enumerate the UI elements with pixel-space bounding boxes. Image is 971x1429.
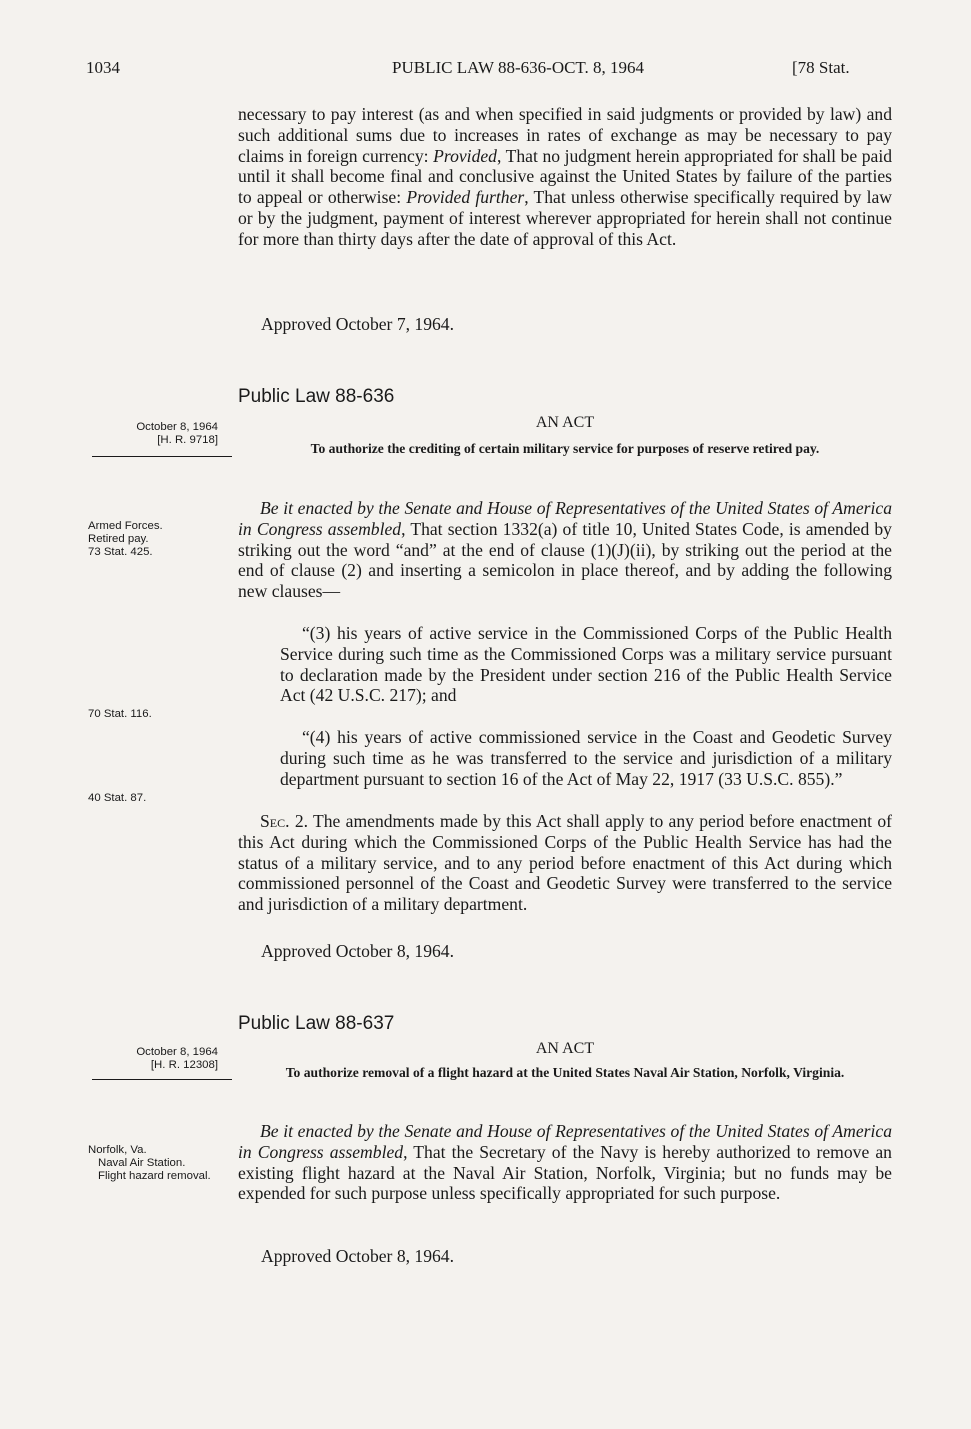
law-636-approved: Approved October 8, 1964.: [261, 941, 454, 961]
law-636-margin-topic: [88, 520, 230, 559]
continuation-paragraph: [238, 104, 892, 250]
law-637-enacting-clause: [238, 1121, 892, 1204]
law-637-bill: [H. R. 12308]: [150, 1059, 218, 1071]
law-636-purpose: To authorize the crediting of certain military service for purposes of reserve retired pay.: [310, 441, 820, 456]
continuation-text-b: , That no judgment herein appropriated for shall be paid until it shall become final and conclusive against the United States by failure of the parties to appeal or otherwise:: [238, 145, 893, 208]
sec-2-text: The amendments made by this Act shall apply to any period before enactment of this Act during which the Commissioned Corps of the Public Health Service has had the status of a military service, and to any period before enactment of this Act during which commissioned personnel of the Coast and Geodetic Survey were transferred to the service and jurisdiction of a military department.: [238, 811, 892, 915]
law-636-enacting-italic: Be it enacted by the Senate and House of Representatives of the United States of America in Congress assembled: [238, 498, 892, 539]
law-636-bill: [H. R. 9718]: [157, 434, 218, 446]
law-637-enacting-rest: , That the Secretary of the Navy is hereby authorized to remove an existing flight hazard at the Naval Air Station, Norfolk, Virginia; but no funds may be expended for such purpose unless specifically appropriated for such purpose.: [238, 1141, 892, 1204]
law-637-title: Public Law 88-637: [238, 1013, 395, 1034]
running-header: [0, 58, 971, 82]
margin-naval-air-station: Naval Air Station.: [98, 1157, 186, 1169]
approved-line-prev: Approved October 7, 1964.: [261, 314, 454, 334]
margin-norfolk: Norfolk, Va.: [88, 1144, 147, 1156]
law-636-sec-2: [238, 811, 892, 915]
law-637-margin-date: [88, 1046, 218, 1072]
law-637-an-act: AN ACT: [535, 1040, 595, 1057]
law-636-margin-rule: [92, 456, 232, 457]
law-637-purpose: To authorize removal of a flight hazard at the United States Naval Air Station, Norfolk, Virginia.: [285, 1065, 845, 1080]
law-636-enacting-clause: [238, 498, 892, 602]
continuation-text-a: necessary to pay interest (as and when specified in said judgments or provided by law) and such additional sums due to increases in rates of exchange as may be necessary to pay claims in foreign currency:: [238, 104, 892, 166]
margin-40-stat: 40 Stat. 87.: [88, 792, 147, 804]
law-636-title: Public Law 88-636: [238, 386, 395, 407]
margin-73-stat: 73 Stat. 425.: [88, 546, 153, 558]
law-637-date: October 8, 1964: [136, 1046, 218, 1058]
continuation-text-c: , That unless otherwise specifically required by law or by the judgment, payment of interest wherever appropriated for herein shall not continue for more than thirty days after the date of approval of this Act.: [238, 187, 892, 249]
sec-2-label: Sec. 2.: [260, 811, 309, 831]
margin-retired-pay: Retired pay.: [88, 533, 149, 545]
law-637-enacting-italic: Be it enacted by the Senate and House of Representatives of the United States of America in Congress assembled: [238, 1121, 892, 1162]
margin-flight-hazard: Flight hazard removal.: [98, 1170, 211, 1182]
law-636-date: October 8, 1964: [136, 421, 218, 433]
clause-4: [280, 727, 892, 789]
law-637-margin-topic: [88, 1144, 230, 1183]
header-stat-ref: [78 Stat.: [792, 58, 850, 77]
margin-armed-forces: Armed Forces.: [88, 520, 163, 532]
clause-3: [280, 623, 892, 706]
margin-70-stat: 70 Stat. 116.: [88, 708, 152, 720]
law-636-enacting-rest: , That section 1332(a) of title 10, United States Code, is amended by striking out the word “and” at the end of clause (1)(J)(ii), by striking out the period at the end of clause (2) and inserting a semicolon in place thereof, and by adding the following new clauses—: [238, 518, 892, 602]
law-637-margin-rule: [92, 1079, 232, 1080]
law-637-approved: Approved October 8, 1964.: [261, 1246, 454, 1266]
clause-4-text: “(4) his years of active commissioned service in the Coast and Geodetic Survey during such time as he was transferred to the service and jurisdiction of a military department pursuant to section 16 of the Act of May 22, 1917 (33 U.S.C. 855).”: [280, 727, 892, 789]
provided-further-keyword: Provided further: [406, 187, 525, 208]
clause-3-text: “(3) his years of active service in the Commissioned Corps of the Public Health Service during such time as the Commissioned Corps was a military service pursuant to declaration made by the President under section 216 of the Public Health Service Act (42 U.S.C. 217); and: [280, 623, 892, 706]
law-636-margin-date: [88, 421, 218, 447]
law-636-an-act: AN ACT: [535, 414, 595, 431]
provided-keyword: Provided: [433, 145, 497, 166]
page-number: 1034: [86, 58, 120, 77]
header-title: PUBLIC LAW 88-636-OCT. 8, 1964: [392, 58, 645, 77]
